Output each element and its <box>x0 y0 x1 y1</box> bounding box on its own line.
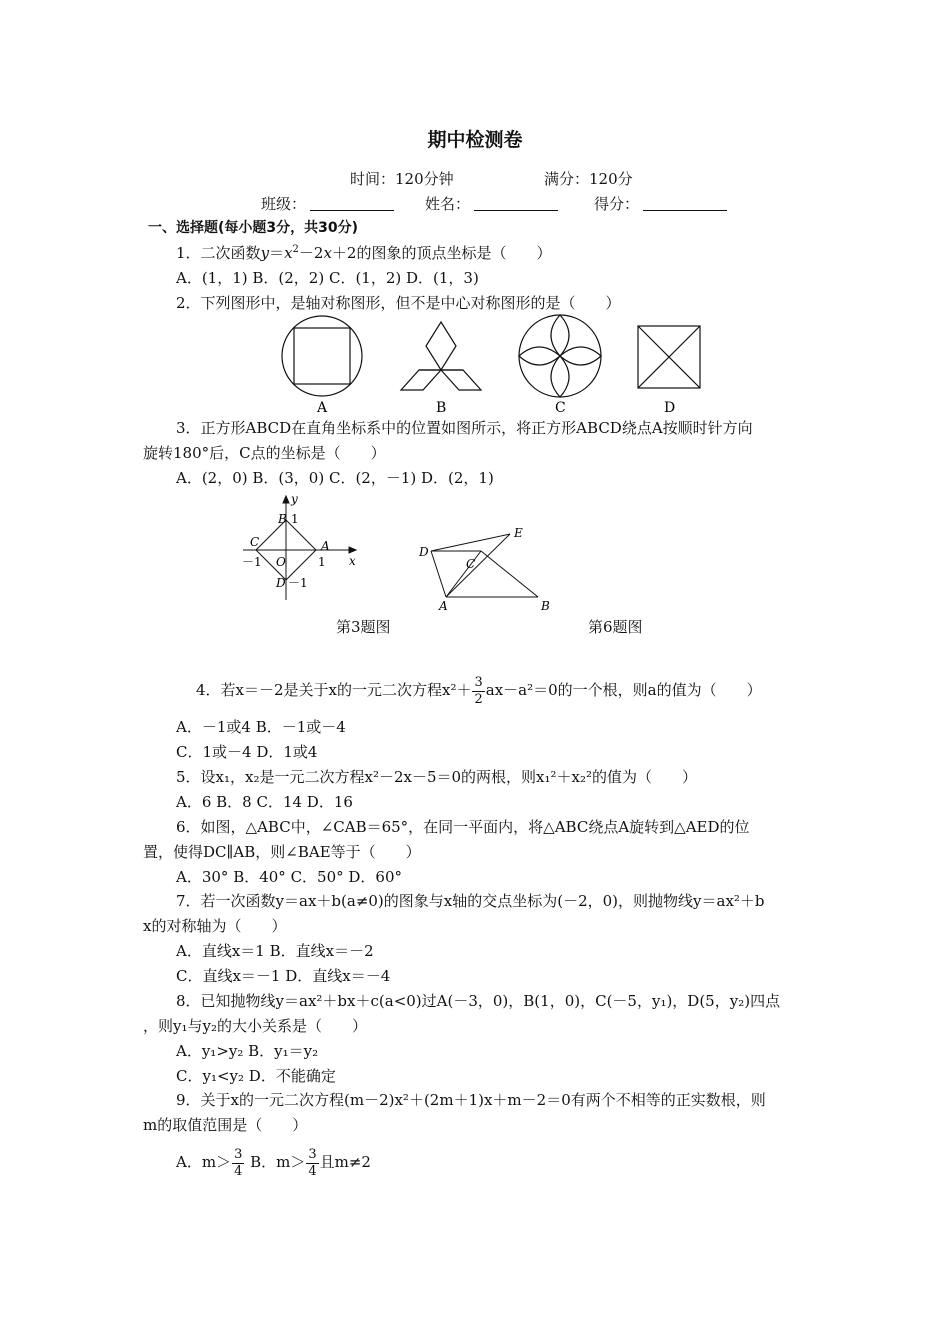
fig3-b: B <box>278 512 287 526</box>
question-7-line2: x的对称轴为（ ） <box>143 917 287 935</box>
section-heading: 一、选择题(每小题3分，共30分) <box>148 220 359 236</box>
q5-options: A．6 B．8 C．14 D．16 <box>176 793 353 811</box>
fig3-neg-one-bottom: －1 <box>288 576 308 590</box>
fig6-caption: 第6题图 <box>588 618 643 636</box>
q1-formula: y <box>260 244 270 262</box>
fig6-c: C <box>466 557 476 571</box>
q1-prefix: 二次函数 <box>200 244 261 262</box>
score-label: 得分： <box>594 195 640 213</box>
fig3-caption: 第3题图 <box>336 618 391 636</box>
q8-options-1: A．y₁>y₂ B．y₁＝y₂ <box>176 1042 319 1060</box>
question-5: 5．设x₁，x₂是一元二次方程x²－2x－5＝0的两根，则x₁²＋x₂²的值为（ ） <box>176 768 698 786</box>
page-title: 期中检测卷 <box>427 129 523 151</box>
figure-a <box>282 316 362 396</box>
label-a: A <box>317 400 328 416</box>
fig3-c: C <box>250 535 260 549</box>
q4-fraction <box>472 675 484 708</box>
q9-option-b: B．m＞ <box>245 1153 306 1171</box>
q4-prefix: 4．若x＝－2是关于x的一元二次方程x²＋ <box>196 681 472 699</box>
figure-c <box>519 315 601 397</box>
fig3-d: D <box>276 576 286 590</box>
question-3-line2: 旋转180°后，C点的坐标是（ ） <box>143 444 386 462</box>
q3-options: A．(2，0) B．(3，0) C．(2，－1) D．(2，1) <box>176 469 494 487</box>
class-blank <box>310 196 394 211</box>
score-blank <box>643 196 727 211</box>
question-9-line2: m的取值范围是（ ） <box>143 1116 308 1134</box>
q2-figures <box>270 312 720 417</box>
q9-options <box>176 1144 371 1180</box>
name-label: 姓名： <box>425 195 471 213</box>
q7-options-1: A．直线x＝1 B．直线x＝－2 <box>176 942 374 960</box>
question-8-line2: ，则y₁与y₂的大小关系是（ ） <box>143 1017 367 1035</box>
figure-3 <box>238 490 368 602</box>
q9-frac-b-den: 4 <box>308 1163 317 1179</box>
fig6-e: E <box>514 526 523 540</box>
fig3-y: y <box>291 492 298 506</box>
question-3-line1: 3．正方形ABCD在直角坐标系中的位置如图所示，将正方形ABCD绕点A按顺时针方向 <box>176 419 753 437</box>
q4-frac-denominator: 2 <box>474 691 483 707</box>
label-c: C <box>555 400 566 416</box>
label-b: B <box>436 400 447 416</box>
q9-fraction-b <box>306 1147 318 1180</box>
q9-fraction-a <box>232 1147 244 1180</box>
q7-options-2: C．直线x＝－1 D．直线x＝－4 <box>176 967 391 985</box>
question-4 <box>196 672 762 708</box>
time-info: 时间：120分钟 <box>350 170 454 188</box>
q9-frac-b-num: 3 <box>308 1146 317 1162</box>
label-d: D <box>664 400 676 416</box>
full-score-info: 满分：120分 <box>544 170 633 188</box>
question-8-line1: 8．已知抛物线y＝ax²＋bx＋c(a<0)过A(－3，0)，B(1，0)，C(－5，y₁)，D(5，y₂)四点 <box>176 992 781 1010</box>
fig6-d: D <box>419 545 429 559</box>
name-blank <box>474 196 558 211</box>
q4-suffix: ax－a²＝0的一个根，则a的值为（ ） <box>485 681 762 699</box>
q6-options: A．30° B．40° C．50° D．60° <box>176 868 403 886</box>
figure-d <box>638 326 700 388</box>
name-field <box>425 194 558 214</box>
q4-options-1: A．－1或4 B．－1或－4 <box>176 718 346 736</box>
q9-frac-a-den: 4 <box>234 1163 243 1179</box>
class-label: 班级： <box>261 195 307 213</box>
fig3-x: x <box>349 554 356 568</box>
figure-6 <box>410 520 570 612</box>
question-9-line1: 9．关于x的一元二次方程(m－2)x²＋(2m＋1)x＋m－2＝0有两个不相等的正实数根，则 <box>176 1091 766 1109</box>
q4-frac-numerator: 3 <box>474 674 483 690</box>
q9-option-b-tail: 且m≠2 <box>319 1153 371 1171</box>
q9-option-a: A．m＞ <box>176 1153 232 1171</box>
fig3-a: A <box>321 539 330 553</box>
fig3-neg-one-left: －1 <box>242 555 262 569</box>
fig3-one-right: 1 <box>318 555 326 569</box>
question-6-line1: 6．如图，△ABC中，∠CAB＝65°，在同一平面内，将△ABC绕点A旋转到△AED的位 <box>176 818 750 836</box>
fig6-b: B <box>541 599 550 612</box>
question-7-line1: 7．若一次函数y＝ax＋b(a≠0)的图象与x轴的交点坐标为(－2，0)，则抛物线y＝ax²＋b <box>176 892 765 910</box>
question-6-line2: 置，使得DC∥AB，则∠BAE等于（ ） <box>143 843 421 861</box>
score-field <box>594 194 727 214</box>
q1-suffix: 的图象的顶点坐标是（ ） <box>356 244 552 262</box>
q1-options: A．(1，1) B．(2，2) C．(1，2) D．(1，3) <box>176 269 479 287</box>
q8-options-2: C．y₁<y₂ D．不能确定 <box>176 1067 336 1085</box>
q1-number: 1． <box>176 244 201 262</box>
question-1: 1．二次函数$y=x^2-2x+2$的图象的顶点坐标是（ ） <box>176 244 552 262</box>
q9-frac-a-num: 3 <box>234 1146 243 1162</box>
fig6-a: A <box>439 599 448 612</box>
q4-options-2: C．1或－4 D．1或4 <box>176 743 318 761</box>
fig3-o: O <box>276 555 286 569</box>
class-field <box>261 194 394 214</box>
question-2: 2．下列图形中，是轴对称图形，但不是中心对称图形的是（ ） <box>176 294 621 312</box>
fig3-one-top: 1 <box>291 512 299 526</box>
figure-b <box>401 322 481 390</box>
